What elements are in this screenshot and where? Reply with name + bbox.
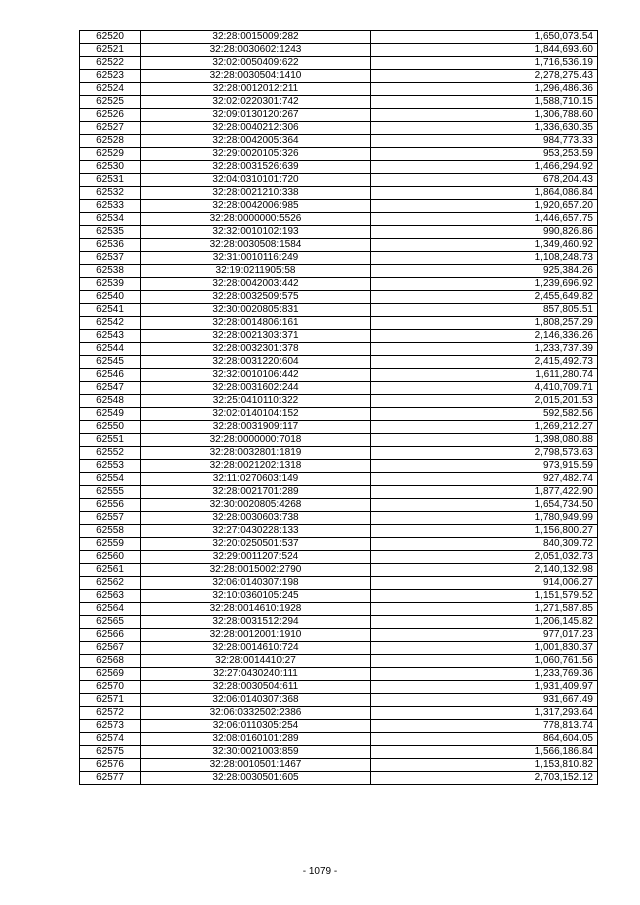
amount-cell: 1,920,657.20: [371, 200, 598, 213]
row-id-cell: 62546: [80, 369, 141, 382]
row-id-cell: 62536: [80, 239, 141, 252]
amount-cell: 925,384.26: [371, 265, 598, 278]
table-row: [80, 148, 598, 161]
cadastral-number-cell: 32:28:0032509:575: [141, 291, 371, 304]
amount-cell: 984,773.33: [371, 135, 598, 148]
table-row: [80, 525, 598, 538]
amount-cell: 1,269,212.27: [371, 421, 598, 434]
cadastral-number-cell: 32:28:0021202:1318: [141, 460, 371, 473]
amount-cell: 1,466,294.92: [371, 161, 598, 174]
amount-cell: 2,798,573.63: [371, 447, 598, 460]
table-row: [80, 278, 598, 291]
cadastral-number-cell: 32:02:0220301:742: [141, 96, 371, 109]
amount-cell: 778,813.74: [371, 720, 598, 733]
cadastral-number-cell: 32:06:0110305:254: [141, 720, 371, 733]
amount-cell: 1,001,830.37: [371, 642, 598, 655]
row-id-cell: 62552: [80, 447, 141, 460]
table-row: [80, 265, 598, 278]
row-id-cell: 62539: [80, 278, 141, 291]
cadastral-number-cell: 32:32:0010102:193: [141, 226, 371, 239]
amount-cell: 2,415,492.73: [371, 356, 598, 369]
row-id-cell: 62548: [80, 395, 141, 408]
amount-cell: 977,017.23: [371, 629, 598, 642]
table-row: [80, 538, 598, 551]
page-number: - 1079 -: [302, 866, 338, 877]
cadastral-number-cell: 32:20:0250501:537: [141, 538, 371, 551]
row-id-cell: 62523: [80, 70, 141, 83]
amount-cell: 2,146,336.26: [371, 330, 598, 343]
cadastral-number-cell: 32:28:0030603:738: [141, 512, 371, 525]
row-id-cell: 62554: [80, 473, 141, 486]
cadastral-number-cell: 32:28:0015002:2790: [141, 564, 371, 577]
table-row: [80, 590, 598, 603]
cadastral-number-cell: 32:28:0014610:724: [141, 642, 371, 655]
table-row: [80, 226, 598, 239]
row-id-cell: 62541: [80, 304, 141, 317]
cadastral-number-cell: 32:10:0360105:245: [141, 590, 371, 603]
amount-cell: 914,006.27: [371, 577, 598, 590]
cadastral-number-cell: 32:28:0030508:1584: [141, 239, 371, 252]
row-id-cell: 62563: [80, 590, 141, 603]
cadastral-number-cell: 32:28:0031909:117: [141, 421, 371, 434]
row-id-cell: 62530: [80, 161, 141, 174]
amount-cell: 1,296,486.36: [371, 83, 598, 96]
table-row: [80, 655, 598, 668]
table-row: [80, 57, 598, 70]
table-row: [80, 252, 598, 265]
amount-cell: 1,650,073.54: [371, 31, 598, 44]
cadastral-number-cell: 32:25:0410110:322: [141, 395, 371, 408]
row-id-cell: 62565: [80, 616, 141, 629]
row-id-cell: 62566: [80, 629, 141, 642]
cadastral-number-cell: 32:30:0020805:4268: [141, 499, 371, 512]
row-id-cell: 62532: [80, 187, 141, 200]
table-row: [80, 473, 598, 486]
table-row: [80, 694, 598, 707]
table-row: [80, 317, 598, 330]
amount-cell: 2,051,032.73: [371, 551, 598, 564]
table-row: [80, 44, 598, 57]
cadastral-number-cell: 32:28:0031602:244: [141, 382, 371, 395]
row-id-cell: 62573: [80, 720, 141, 733]
cadastral-number-cell: 32:06:0332502:2386: [141, 707, 371, 720]
amount-cell: 1,349,460.92: [371, 239, 598, 252]
cadastral-number-cell: 32:30:0021003:859: [141, 746, 371, 759]
amount-cell: 4,410,709.71: [371, 382, 598, 395]
table-row: [80, 772, 598, 785]
amount-cell: 2,140,132.98: [371, 564, 598, 577]
cadastral-number-cell: 32:28:0014410:27: [141, 655, 371, 668]
row-id-cell: 62542: [80, 317, 141, 330]
amount-cell: 1,336,630.35: [371, 122, 598, 135]
table-row: [80, 304, 598, 317]
row-id-cell: 62531: [80, 174, 141, 187]
row-id-cell: 62560: [80, 551, 141, 564]
table-row: [80, 369, 598, 382]
row-id-cell: 62574: [80, 733, 141, 746]
cadastral-number-cell: 32:28:0032801:1819: [141, 447, 371, 460]
row-id-cell: 62537: [80, 252, 141, 265]
cadastral-number-cell: 32:28:0021303:371: [141, 330, 371, 343]
amount-cell: 973,915.59: [371, 460, 598, 473]
table-row: [80, 291, 598, 304]
cadastral-number-cell: 32:28:0031512:294: [141, 616, 371, 629]
row-id-cell: 62524: [80, 83, 141, 96]
table-row: [80, 96, 598, 109]
row-id-cell: 62569: [80, 668, 141, 681]
table-row: [80, 720, 598, 733]
row-id-cell: 62562: [80, 577, 141, 590]
row-id-cell: 62543: [80, 330, 141, 343]
table-row: [80, 31, 598, 44]
row-id-cell: 62571: [80, 694, 141, 707]
cadastral-number-cell: 32:28:0042003:442: [141, 278, 371, 291]
row-id-cell: 62555: [80, 486, 141, 499]
row-id-cell: 62567: [80, 642, 141, 655]
row-id-cell: 62529: [80, 148, 141, 161]
row-id-cell: 62549: [80, 408, 141, 421]
row-id-cell: 62525: [80, 96, 141, 109]
table-row: [80, 434, 598, 447]
amount-cell: 1,877,422.90: [371, 486, 598, 499]
row-id-cell: 62521: [80, 44, 141, 57]
cadastral-number-cell: 32:28:0030504:1410: [141, 70, 371, 83]
cadastral-number-cell: 32:04:0310101:720: [141, 174, 371, 187]
row-id-cell: 62520: [80, 31, 141, 44]
cadastral-number-cell: 32:08:0160101:289: [141, 733, 371, 746]
table-row: [80, 681, 598, 694]
table-row: [80, 486, 598, 499]
table-row: [80, 330, 598, 343]
row-id-cell: 62568: [80, 655, 141, 668]
row-id-cell: 62538: [80, 265, 141, 278]
cadastral-number-cell: 32:28:0010501:1467: [141, 759, 371, 772]
row-id-cell: 62561: [80, 564, 141, 577]
amount-cell: 927,482.74: [371, 473, 598, 486]
amount-cell: 857,805.51: [371, 304, 598, 317]
row-id-cell: 62522: [80, 57, 141, 70]
amount-cell: 2,278,275.43: [371, 70, 598, 83]
row-id-cell: 62564: [80, 603, 141, 616]
amount-cell: 2,455,649.82: [371, 291, 598, 304]
cadastral-number-cell: 32:11:0270603:149: [141, 473, 371, 486]
table-row: [80, 187, 598, 200]
table-row: [80, 122, 598, 135]
table-row: [80, 746, 598, 759]
cadastral-number-cell: 32:28:0042006:985: [141, 200, 371, 213]
amount-cell: 1,108,248.73: [371, 252, 598, 265]
table-row: [80, 551, 598, 564]
data-table: [79, 30, 598, 785]
amount-cell: 1,239,696.92: [371, 278, 598, 291]
cadastral-number-cell: 32:28:0015009:282: [141, 31, 371, 44]
row-id-cell: 62533: [80, 200, 141, 213]
amount-cell: 1,611,280.74: [371, 369, 598, 382]
cadastral-number-cell: 32:28:0000000:5526: [141, 213, 371, 226]
table-row: [80, 109, 598, 122]
amount-cell: 1,271,587.85: [371, 603, 598, 616]
amount-cell: 1,153,810.82: [371, 759, 598, 772]
amount-cell: 953,253.59: [371, 148, 598, 161]
cadastral-number-cell: 32:28:0014610:1928: [141, 603, 371, 616]
amount-cell: 1,844,693.60: [371, 44, 598, 57]
cadastral-number-cell: 32:32:0010106:442: [141, 369, 371, 382]
table-row: [80, 707, 598, 720]
cadastral-number-cell: 32:28:0014806:161: [141, 317, 371, 330]
table-row: [80, 512, 598, 525]
cadastral-number-cell: 32:02:0050409:622: [141, 57, 371, 70]
table-row: [80, 161, 598, 174]
table-row: [80, 733, 598, 746]
amount-cell: 1,808,257.29: [371, 317, 598, 330]
row-id-cell: 62553: [80, 460, 141, 473]
table-row: [80, 213, 598, 226]
row-id-cell: 62570: [80, 681, 141, 694]
cadastral-number-cell: 32:28:0031220:604: [141, 356, 371, 369]
row-id-cell: 62527: [80, 122, 141, 135]
row-id-cell: 62575: [80, 746, 141, 759]
amount-cell: 931,667.49: [371, 694, 598, 707]
table-row: [80, 83, 598, 96]
amount-cell: 1,654,734.50: [371, 499, 598, 512]
row-id-cell: 62526: [80, 109, 141, 122]
row-id-cell: 62557: [80, 512, 141, 525]
cadastral-number-cell: 32:06:0140307:368: [141, 694, 371, 707]
table-row: [80, 460, 598, 473]
row-id-cell: 62544: [80, 343, 141, 356]
row-id-cell: 62540: [80, 291, 141, 304]
table-row: [80, 577, 598, 590]
cadastral-number-cell: 32:31:0010116:249: [141, 252, 371, 265]
amount-cell: 1,398,080.88: [371, 434, 598, 447]
amount-cell: 1,233,737.39: [371, 343, 598, 356]
row-id-cell: 62577: [80, 772, 141, 785]
table-row: [80, 356, 598, 369]
amount-cell: 1,306,788.60: [371, 109, 598, 122]
amount-cell: 1,060,761.56: [371, 655, 598, 668]
amount-cell: 1,864,086.84: [371, 187, 598, 200]
table-row: [80, 616, 598, 629]
cadastral-number-cell: 32:28:0021210:338: [141, 187, 371, 200]
table-row: [80, 135, 598, 148]
cadastral-number-cell: 32:28:0042005:364: [141, 135, 371, 148]
amount-cell: 840,309.72: [371, 538, 598, 551]
table-row: [80, 343, 598, 356]
amount-cell: 2,703,152.12: [371, 772, 598, 785]
table-body: [80, 31, 598, 785]
amount-cell: 1,156,800.27: [371, 525, 598, 538]
table-row: [80, 603, 598, 616]
table-row: [80, 564, 598, 577]
table-row: [80, 447, 598, 460]
row-id-cell: 62545: [80, 356, 141, 369]
row-id-cell: 62559: [80, 538, 141, 551]
amount-cell: 864,604.05: [371, 733, 598, 746]
row-id-cell: 62550: [80, 421, 141, 434]
table-row: [80, 759, 598, 772]
cadastral-number-cell: 32:29:0020105:326: [141, 148, 371, 161]
amount-cell: 1,206,145.82: [371, 616, 598, 629]
cadastral-number-cell: 32:27:0430228:133: [141, 525, 371, 538]
row-id-cell: 62534: [80, 213, 141, 226]
cadastral-number-cell: 32:29:0011207:524: [141, 551, 371, 564]
row-id-cell: 62576: [80, 759, 141, 772]
table-row: [80, 499, 598, 512]
row-id-cell: 62551: [80, 434, 141, 447]
row-id-cell: 62572: [80, 707, 141, 720]
amount-cell: 1,716,536.19: [371, 57, 598, 70]
row-id-cell: 62547: [80, 382, 141, 395]
table-row: [80, 70, 598, 83]
amount-cell: 2,015,201.53: [371, 395, 598, 408]
cadastral-number-cell: 32:06:0140307:198: [141, 577, 371, 590]
amount-cell: 990,826.86: [371, 226, 598, 239]
cadastral-number-cell: 32:28:0012001:1910: [141, 629, 371, 642]
cadastral-number-cell: 32:28:0031526:639: [141, 161, 371, 174]
table-row: [80, 408, 598, 421]
cadastral-number-cell: 32:28:0040212:306: [141, 122, 371, 135]
cadastral-number-cell: 32:30:0020805:831: [141, 304, 371, 317]
cadastral-number-cell: 32:28:0000000:7018: [141, 434, 371, 447]
cadastral-number-cell: 32:27:0430240:111: [141, 668, 371, 681]
row-id-cell: 62558: [80, 525, 141, 538]
row-id-cell: 62535: [80, 226, 141, 239]
table-row: [80, 668, 598, 681]
table-row: [80, 421, 598, 434]
table-row: [80, 629, 598, 642]
row-id-cell: 62528: [80, 135, 141, 148]
table-row: [80, 642, 598, 655]
cadastral-number-cell: 32:28:0032301:378: [141, 343, 371, 356]
amount-cell: 592,582.56: [371, 408, 598, 421]
table-row: [80, 174, 598, 187]
amount-cell: 1,588,710.15: [371, 96, 598, 109]
cadastral-number-cell: 32:28:0030504:611: [141, 681, 371, 694]
cadastral-number-cell: 32:28:0030602:1243: [141, 44, 371, 57]
amount-cell: 1,780,949.99: [371, 512, 598, 525]
cadastral-number-cell: 32:02:0140104:152: [141, 408, 371, 421]
cadastral-number-cell: 32:28:0021701:289: [141, 486, 371, 499]
amount-cell: 1,566,186.84: [371, 746, 598, 759]
amount-cell: 1,151,579.52: [371, 590, 598, 603]
amount-cell: 1,233,769.36: [371, 668, 598, 681]
cadastral-number-cell: 32:19:0211905:58: [141, 265, 371, 278]
amount-cell: 1,446,657.75: [371, 213, 598, 226]
table-row: [80, 382, 598, 395]
table-row: [80, 239, 598, 252]
amount-cell: 678,204.43: [371, 174, 598, 187]
amount-cell: 1,317,293.64: [371, 707, 598, 720]
amount-cell: 1,931,409.97: [371, 681, 598, 694]
cadastral-number-cell: 32:28:0030501:605: [141, 772, 371, 785]
table-row: [80, 200, 598, 213]
row-id-cell: 62556: [80, 499, 141, 512]
table-row: [80, 395, 598, 408]
cadastral-number-cell: 32:09:0130120:267: [141, 109, 371, 122]
cadastral-number-cell: 32:28:0012012:211: [141, 83, 371, 96]
